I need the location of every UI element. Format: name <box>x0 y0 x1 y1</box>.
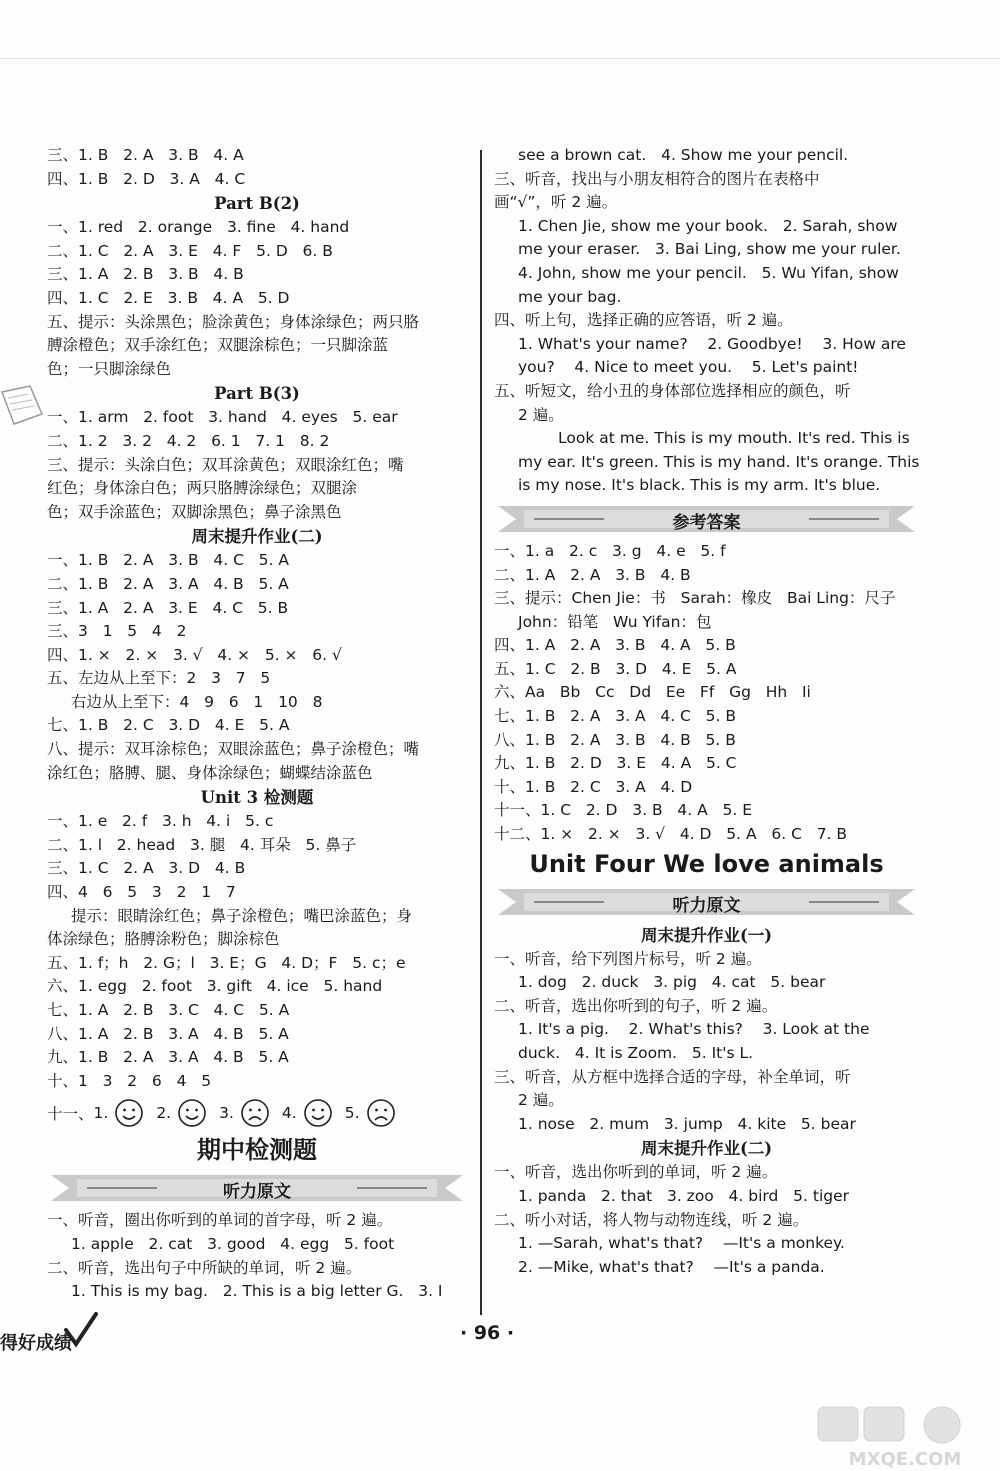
question-line: 三、听音，找出与小朋友相符合的图片在表格中 <box>494 169 820 188</box>
answer-line: 提示：眼睛涂红色；鼻子涂橙色；嘴巴涂蓝色；身 <box>71 906 413 925</box>
answer-line: 二、1. 2 3. 2 4. 2 6. 1 7. 1 8. 2 <box>47 431 330 450</box>
answer-line: 四、1. A 2. A 3. B 4. A 5. B <box>494 636 736 655</box>
answer-line: 一、1. red 2. orange 3. fine 4. hand <box>47 218 350 237</box>
question-line: 4. John, show me your pencil. 5. Wu Yifan, show <box>518 263 899 282</box>
answer-line: 九、1. B 2. A 3. A 4. B 5. A <box>47 1048 289 1067</box>
answer-line: 膊涂橙色；双手涂红色；双腿涂棕色；一只脚涂蓝 <box>47 336 389 355</box>
answer-line: 七、1. A 2. B 3. C 4. C 5. A <box>47 1001 290 1019</box>
answer-line: 三、1. A 2. B 3. B 4. B <box>47 265 244 284</box>
answer-line: 五、左边从上至下：2 3 7 5 <box>47 669 271 688</box>
answer-line: John：铅笔 Wu Yifan：包 <box>518 612 712 631</box>
answer-line: 四、4 6 5 3 2 1 7 <box>47 883 236 902</box>
passage-line: is my nose. It's black. This is my arm. It's blue. <box>518 476 881 495</box>
question-line: 1. apple 2. cat 3. good 4. egg 5. foot <box>71 1234 395 1253</box>
answer-line: 九、1. B 2. D 3. E 4. A 5. C <box>494 754 737 773</box>
answer-line: 三、1. A 2. A 3. E 4. C 5. B <box>47 598 289 617</box>
question-line: 二、听音，选出你听到的句子，听 2 遍。 <box>494 996 778 1015</box>
section-heading: 周末提升作业(一) <box>640 925 773 945</box>
answer-line: 十、1 3 2 6 4 5 <box>47 1071 212 1090</box>
answer-line: 五、1. f；h 2. G；l 3. E；G 4. D；F 5. c；e <box>47 953 406 972</box>
page-number: · 96 · <box>460 1322 515 1344</box>
answer-line: 右边从上至下：4 9 6 1 10 8 <box>71 692 323 711</box>
passage-line: my ear. It's green. This is my hand. It's orange. This <box>518 452 920 471</box>
answer-line: 一、1. a 2. c 3. g 4. e 5. f <box>494 541 726 560</box>
question-line: me your bag. <box>518 287 622 306</box>
answer-line: 五、提示：头涂黑色；脸涂黄色；身体涂绿色；两只胳 <box>47 312 420 331</box>
answer-line: 二、1. A 2. A 3. B 4. B <box>494 565 691 584</box>
question-line: 一、听音，选出你听到的单词，听 2 遍。 <box>494 1163 778 1182</box>
sad-face-icon <box>240 1098 270 1128</box>
answer-line: 三、提示：头涂白色；双耳涂黄色；双眼涂红色；嘴 <box>47 455 404 474</box>
top-rule <box>0 58 1000 59</box>
answer-line: 十、1. B 2. C 3. A 4. D <box>494 777 693 796</box>
question-line: 画“√”，听 2 遍。 <box>494 193 618 212</box>
smiley-row <box>47 1093 467 1133</box>
section-heading: Unit 3 检测题 <box>200 788 314 808</box>
answer-line: 一、1. arm 2. foot 3. hand 4. eyes 5. ear <box>47 408 398 427</box>
answer-line: 六、1. egg 2. foot 3. gift 4. ice 5. hand <box>47 977 383 996</box>
question-line: see a brown cat. 4. Show me your pencil. <box>518 146 849 164</box>
answer-line: 十一、1. C 2. D 3. B 4. A 5. E <box>494 801 752 820</box>
happy-face-icon <box>114 1098 144 1128</box>
question-line: 四、听上句，选择正确的应答语，听 2 遍。 <box>494 311 793 330</box>
section-heading: Part B(2) <box>214 194 300 214</box>
smiley-prefix: 十一、 <box>47 1105 94 1124</box>
answer-line: 二、1. l 2. head 3. 腿 4. 耳朵 5. 鼻子 <box>47 835 357 854</box>
answer-line: 五、1. C 2. B 3. D 4. E 5. A <box>494 659 737 678</box>
answer-line: 三、3 1 5 4 2 <box>47 622 187 641</box>
answer-line: 一、1. B 2. A 3. B 4. C 5. A <box>47 551 289 570</box>
answer-line: 色；一只脚涂绿色 <box>47 359 172 378</box>
unit-title: Unit Four We love animals <box>529 849 884 878</box>
answer-line: 二、1. B 2. A 3. A 4. B 5. A <box>47 574 289 593</box>
ribbon-label: 参考答案 <box>672 512 741 533</box>
question-line: 1. dog 2. duck 3. pig 4. cat 5. bear <box>518 973 826 992</box>
question-line: 2 遍。 <box>518 1091 564 1110</box>
happy-face-icon <box>303 1098 333 1128</box>
smiley-number: 3. <box>219 1104 234 1123</box>
answer-line: 色；双手涂蓝色；双脚涂黑色；鼻子涂黑色 <box>47 502 342 521</box>
right-column <box>494 144 919 1279</box>
answer-line: 八、1. A 2. B 3. A 4. B 5. A <box>47 1024 289 1043</box>
answer-line: 六、Aa Bb Cc Dd Ee Ff Gg Hh Ii <box>494 683 811 702</box>
answer-line: 七、1. B 2. C 3. D 4. E 5. A <box>47 716 290 735</box>
section-heading: Part B(3) <box>214 384 300 404</box>
listening-ribbon <box>494 885 919 919</box>
question-line: 1. It's a pig. 2. What's this? 3. Look at the <box>518 1020 870 1039</box>
answer-line: 三、提示：Chen Jie：书 Sarah：橡皮 Bai Ling：尺子 <box>494 589 896 608</box>
answer-line: 四、1. C 2. E 3. B 4. A 5. D <box>47 288 290 307</box>
question-line: me your eraser. 3. Bai Ling, show me your ruler. <box>518 240 901 259</box>
ribbon-label: 听力原文 <box>223 1182 291 1203</box>
question-line: 1. panda 2. that 3. zoo 4. bird 5. tiger <box>518 1186 849 1205</box>
left-column <box>47 144 467 1304</box>
listening-ribbon <box>47 1171 467 1205</box>
question-line: 1. Chen Jie, show me your book. 2. Sarah, show <box>518 216 898 235</box>
question-line: 二、听小对话，将人物与动物连线，听 2 遍。 <box>494 1210 809 1229</box>
question-line: 二、听音，选出句子中所缺的单词，听 2 遍。 <box>47 1258 362 1277</box>
answer-line: 三、1. C 2. A 3. D 4. B <box>47 859 246 878</box>
column-divider <box>480 150 482 1315</box>
question-line: 一、听音，给下列图片标号，听 2 遍。 <box>494 949 762 968</box>
stamp-mark <box>0 384 44 444</box>
answer-line: 体涂绿色；胳膊涂粉色；脚涂棕色 <box>47 930 280 949</box>
section-heading: 周末提升作业(二) <box>191 527 323 547</box>
passage-line: Look at me. This is my mouth. It's red. This is <box>558 429 910 448</box>
answer-line: 二、1. C 2. A 3. E 4. F 5. D 6. B <box>47 241 333 260</box>
question-line: 1. This is my bag. 2. This is a big letter G. 3. I <box>71 1282 443 1301</box>
brand-text: 得好成绩 <box>0 1333 72 1354</box>
checkmark-icon <box>64 1312 98 1348</box>
question-line: 一、听音，圈出你听到的单词的首字母，听 2 遍。 <box>47 1211 393 1230</box>
answer-line: 三、1. B 2. A 3. B 4. A <box>47 146 244 164</box>
answer-line: 四、1. × 2. × 3. √ 4. × 5. × 6. √ <box>47 645 342 664</box>
smiley-number: 4. <box>281 1104 297 1123</box>
question-line: 1. nose 2. mum 3. jump 4. kite 5. bear <box>518 1114 856 1133</box>
answer-line: 八、提示：双耳涂棕色；双眼涂蓝色；鼻子涂橙色；嘴 <box>47 740 420 759</box>
answer-line: 十二、1. × 2. × 3. √ 4. D 5. A 6. C 7. B <box>494 825 848 844</box>
question-line: you? 4. Nice to meet you. 5. Let's paint! <box>518 358 859 377</box>
smiley-number: 5. <box>344 1104 360 1123</box>
question-line: 1. What's your name? 2. Goodbye! 3. How are <box>518 334 906 353</box>
answers-ribbon <box>494 502 919 536</box>
question-line: 三、听音，从方框中选择合适的字母，补全单词，听 <box>494 1067 851 1086</box>
watermark-text: MXQE.COM <box>848 1449 962 1470</box>
watermark-logo-icon <box>812 1403 998 1471</box>
answer-line: 七、1. B 2. A 3. A 4. C 5. B <box>494 707 736 726</box>
sad-face-icon <box>366 1098 396 1128</box>
smiley-number: 1. <box>93 1104 109 1123</box>
question-line: 1. —Sarah, what's that? —It's a monkey. <box>518 1234 845 1253</box>
answer-line: 红色；身体涂白色；两只胳膊涂绿色；双腿涂 <box>47 479 358 498</box>
question-line: duck. 4. It is Zoom. 5. It's L. <box>518 1044 754 1062</box>
happy-face-icon <box>177 1098 207 1128</box>
smiley-number: 2. <box>156 1104 172 1123</box>
section-heading: 周末提升作业(二) <box>640 1139 773 1159</box>
answer-line: 四、1. B 2. D 3. A 4. C <box>47 169 246 188</box>
answer-line: 一、1. e 2. f 3. h 4. i 5. c <box>47 812 274 831</box>
question-line: 2. —Mike, what's that? —It's a panda. <box>518 1257 825 1276</box>
answer-line: 涂红色；胳膊、腿、身体涂绿色；蝴蝶结涂蓝色 <box>47 763 373 782</box>
question-line: 五、听短文，给小丑的身体部位选择相应的颜色，听 <box>494 381 851 400</box>
ribbon-label: 听力原文 <box>672 895 741 916</box>
question-line: 2 遍。 <box>518 405 564 424</box>
midterm-title: 期中检测题 <box>197 1136 317 1165</box>
answer-line: 八、1. B 2. A 3. B 4. B 5. B <box>494 730 736 749</box>
